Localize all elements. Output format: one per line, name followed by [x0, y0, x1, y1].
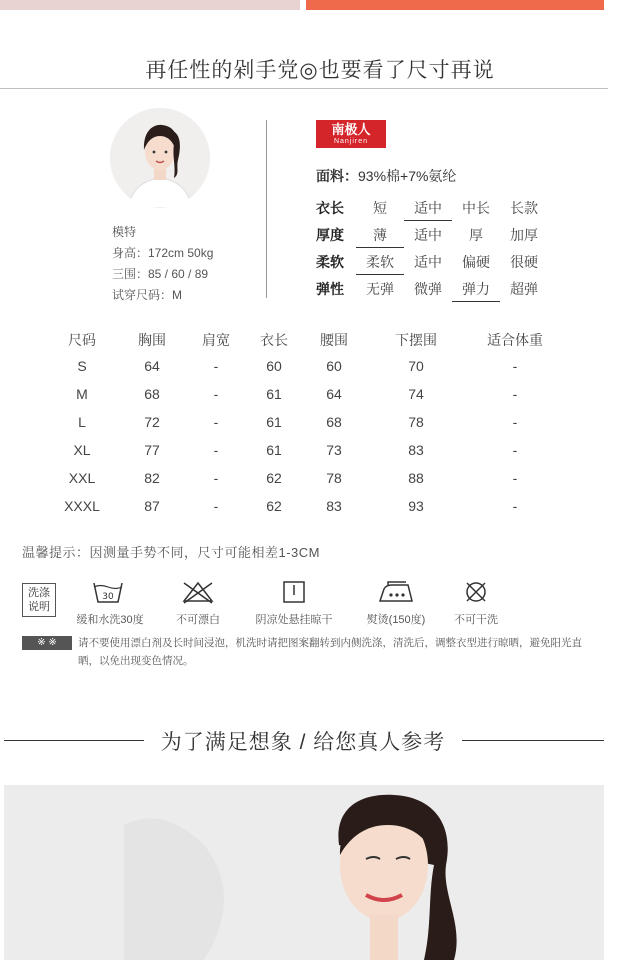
- care-label-no-dry-clean: 不可干洗: [454, 614, 498, 626]
- size-table-header: [40, 330, 580, 358]
- attr-label: 弹性: [316, 281, 344, 297]
- wash-30-icon: [82, 578, 134, 606]
- cell: -: [512, 386, 518, 402]
- attr-option: 无弹: [366, 281, 394, 297]
- care-box-line1: 洗涤: [28, 587, 50, 599]
- care-instructions-label: [22, 583, 56, 617]
- cell: 78: [408, 414, 424, 430]
- attr-label: 柔软: [316, 254, 344, 270]
- table-row: [40, 358, 580, 386]
- cell: 70: [408, 358, 424, 374]
- top-banner-right: [306, 0, 604, 10]
- attr-option: 微弹: [414, 281, 442, 297]
- cell: 60: [266, 358, 282, 374]
- top-banner-strip: [0, 0, 640, 10]
- model-height: 身高：172cm 50kg: [112, 246, 214, 260]
- attr-option: 适中: [414, 254, 442, 270]
- cell: 61: [266, 414, 282, 430]
- fabric-value: 93%棉+7%氨纶: [358, 168, 457, 184]
- care-label-no-bleach: 不可漂白: [176, 614, 220, 626]
- care-note-text: 请不要使用漂白剂及长时间浸泡，机洗时请把图案翻转到内侧洗涤，清洗后，调整衣型进行晾晒，避免阳光直晒，以免出现变色情况。: [78, 637, 582, 667]
- care-label-iron: 熨烫(150度): [366, 614, 426, 626]
- cell: 83: [326, 498, 342, 514]
- cell: 68: [144, 386, 160, 402]
- col-header: 肩宽: [202, 332, 230, 348]
- model-measurements: 三围：85 / 60 / 89: [112, 267, 209, 281]
- iron-150-icon: [368, 578, 424, 606]
- top-banner-left: [0, 0, 300, 10]
- cell: 62: [266, 498, 282, 514]
- cell: XL: [73, 442, 91, 458]
- model-photo: [4, 785, 604, 960]
- attr-option-selected: 薄: [356, 225, 404, 248]
- cell: 87: [144, 498, 160, 514]
- cell: -: [512, 414, 518, 430]
- care-label-hang-dry: 阴凉处悬挂晾干: [255, 614, 333, 626]
- model-info: [112, 222, 213, 306]
- cell: XXXL: [64, 498, 100, 514]
- cell: -: [512, 358, 518, 374]
- model-avatar: [110, 108, 210, 208]
- brand-name-en: Nanjiren: [333, 138, 369, 145]
- attr-option: 超弹: [510, 281, 538, 297]
- cell: 93: [408, 498, 424, 514]
- care-label-wash: 缓和水洗30度: [76, 614, 144, 626]
- hang-dry-icon: [268, 578, 320, 606]
- cell: -: [213, 498, 219, 514]
- cell: -: [512, 470, 518, 486]
- col-header: 尺码: [68, 332, 96, 348]
- table-row: [40, 386, 580, 414]
- attr-option: 短: [373, 200, 387, 216]
- cell: M: [76, 386, 88, 402]
- model-portrait-image: [110, 108, 210, 208]
- table-row: [40, 442, 580, 470]
- attr-option: 偏硬: [462, 254, 490, 270]
- model-section-title: 为了满足想象 / 给您真人参考: [160, 731, 446, 754]
- cell: 78: [326, 470, 342, 486]
- size-section-title: 再任性的剁手党◎也要看了尺寸再说: [145, 59, 495, 82]
- care-box-line2: 说明: [28, 601, 50, 613]
- header-line-right: [462, 740, 604, 741]
- attr-option: 适中: [414, 227, 442, 243]
- vertical-divider: [266, 120, 267, 298]
- table-row: [40, 498, 580, 526]
- cell: 61: [266, 442, 282, 458]
- attr-option: 很硬: [510, 254, 538, 270]
- cell: 74: [408, 386, 424, 402]
- wash-temp-text: 30: [102, 592, 114, 602]
- cell: 72: [144, 414, 160, 430]
- attr-option: 加厚: [510, 227, 538, 243]
- table-row: [40, 414, 580, 442]
- model-photo-image: [4, 785, 604, 960]
- attr-option-selected: 适中: [404, 198, 452, 221]
- attr-option: 厚: [469, 227, 483, 243]
- cell: -: [213, 414, 219, 430]
- cell: 64: [326, 386, 342, 402]
- cell: 61: [266, 386, 282, 402]
- cell: 77: [144, 442, 160, 458]
- no-dry-clean-icon: [452, 578, 500, 606]
- cell: 62: [266, 470, 282, 486]
- cell: -: [512, 442, 518, 458]
- table-row: [40, 470, 580, 498]
- cell: -: [213, 386, 219, 402]
- cell: 68: [326, 414, 342, 430]
- cell: -: [512, 498, 518, 514]
- model-size-tried: 试穿尺码：M: [112, 288, 182, 302]
- attr-option-selected: 弹力: [452, 279, 500, 302]
- cell: S: [77, 358, 87, 374]
- cell: -: [213, 442, 219, 458]
- attr-option: 长款: [510, 200, 538, 216]
- brand-logo: [316, 120, 386, 148]
- model-label: 模特: [112, 225, 137, 239]
- fabric-label: 面料：: [316, 168, 358, 184]
- cell: XXL: [68, 470, 96, 486]
- cell: 88: [408, 470, 424, 486]
- attr-option-selected: 柔软: [356, 252, 404, 275]
- cell: -: [213, 358, 219, 374]
- model-section-header: [0, 726, 620, 754]
- col-header: 胸围: [138, 332, 166, 348]
- attr-label: 厚度: [316, 227, 344, 243]
- cell: 60: [326, 358, 342, 374]
- cell: 73: [326, 442, 342, 458]
- col-header: 下摆围: [395, 332, 437, 348]
- divider: [0, 88, 608, 89]
- col-header: 腰围: [320, 332, 348, 348]
- fabric-info: [316, 166, 456, 186]
- header-line-left: [4, 740, 144, 741]
- attr-label: 衣长: [316, 200, 344, 216]
- no-bleach-icon: [172, 578, 224, 606]
- col-header: 适合体重: [487, 332, 543, 348]
- attr-option: 中长: [462, 200, 490, 216]
- note-badge: ※ ※: [22, 636, 72, 650]
- col-header: 衣长: [260, 332, 288, 348]
- cell: 64: [144, 358, 160, 374]
- brand-name-cn: 南极人: [331, 122, 371, 137]
- size-table: [40, 330, 580, 526]
- measurement-tip: 温馨提示：因测量手势不同，尺寸可能相差1-3CM: [22, 545, 321, 560]
- cell: L: [78, 414, 86, 430]
- cell: 82: [144, 470, 160, 486]
- cell: -: [213, 470, 219, 486]
- cell: 83: [408, 442, 424, 458]
